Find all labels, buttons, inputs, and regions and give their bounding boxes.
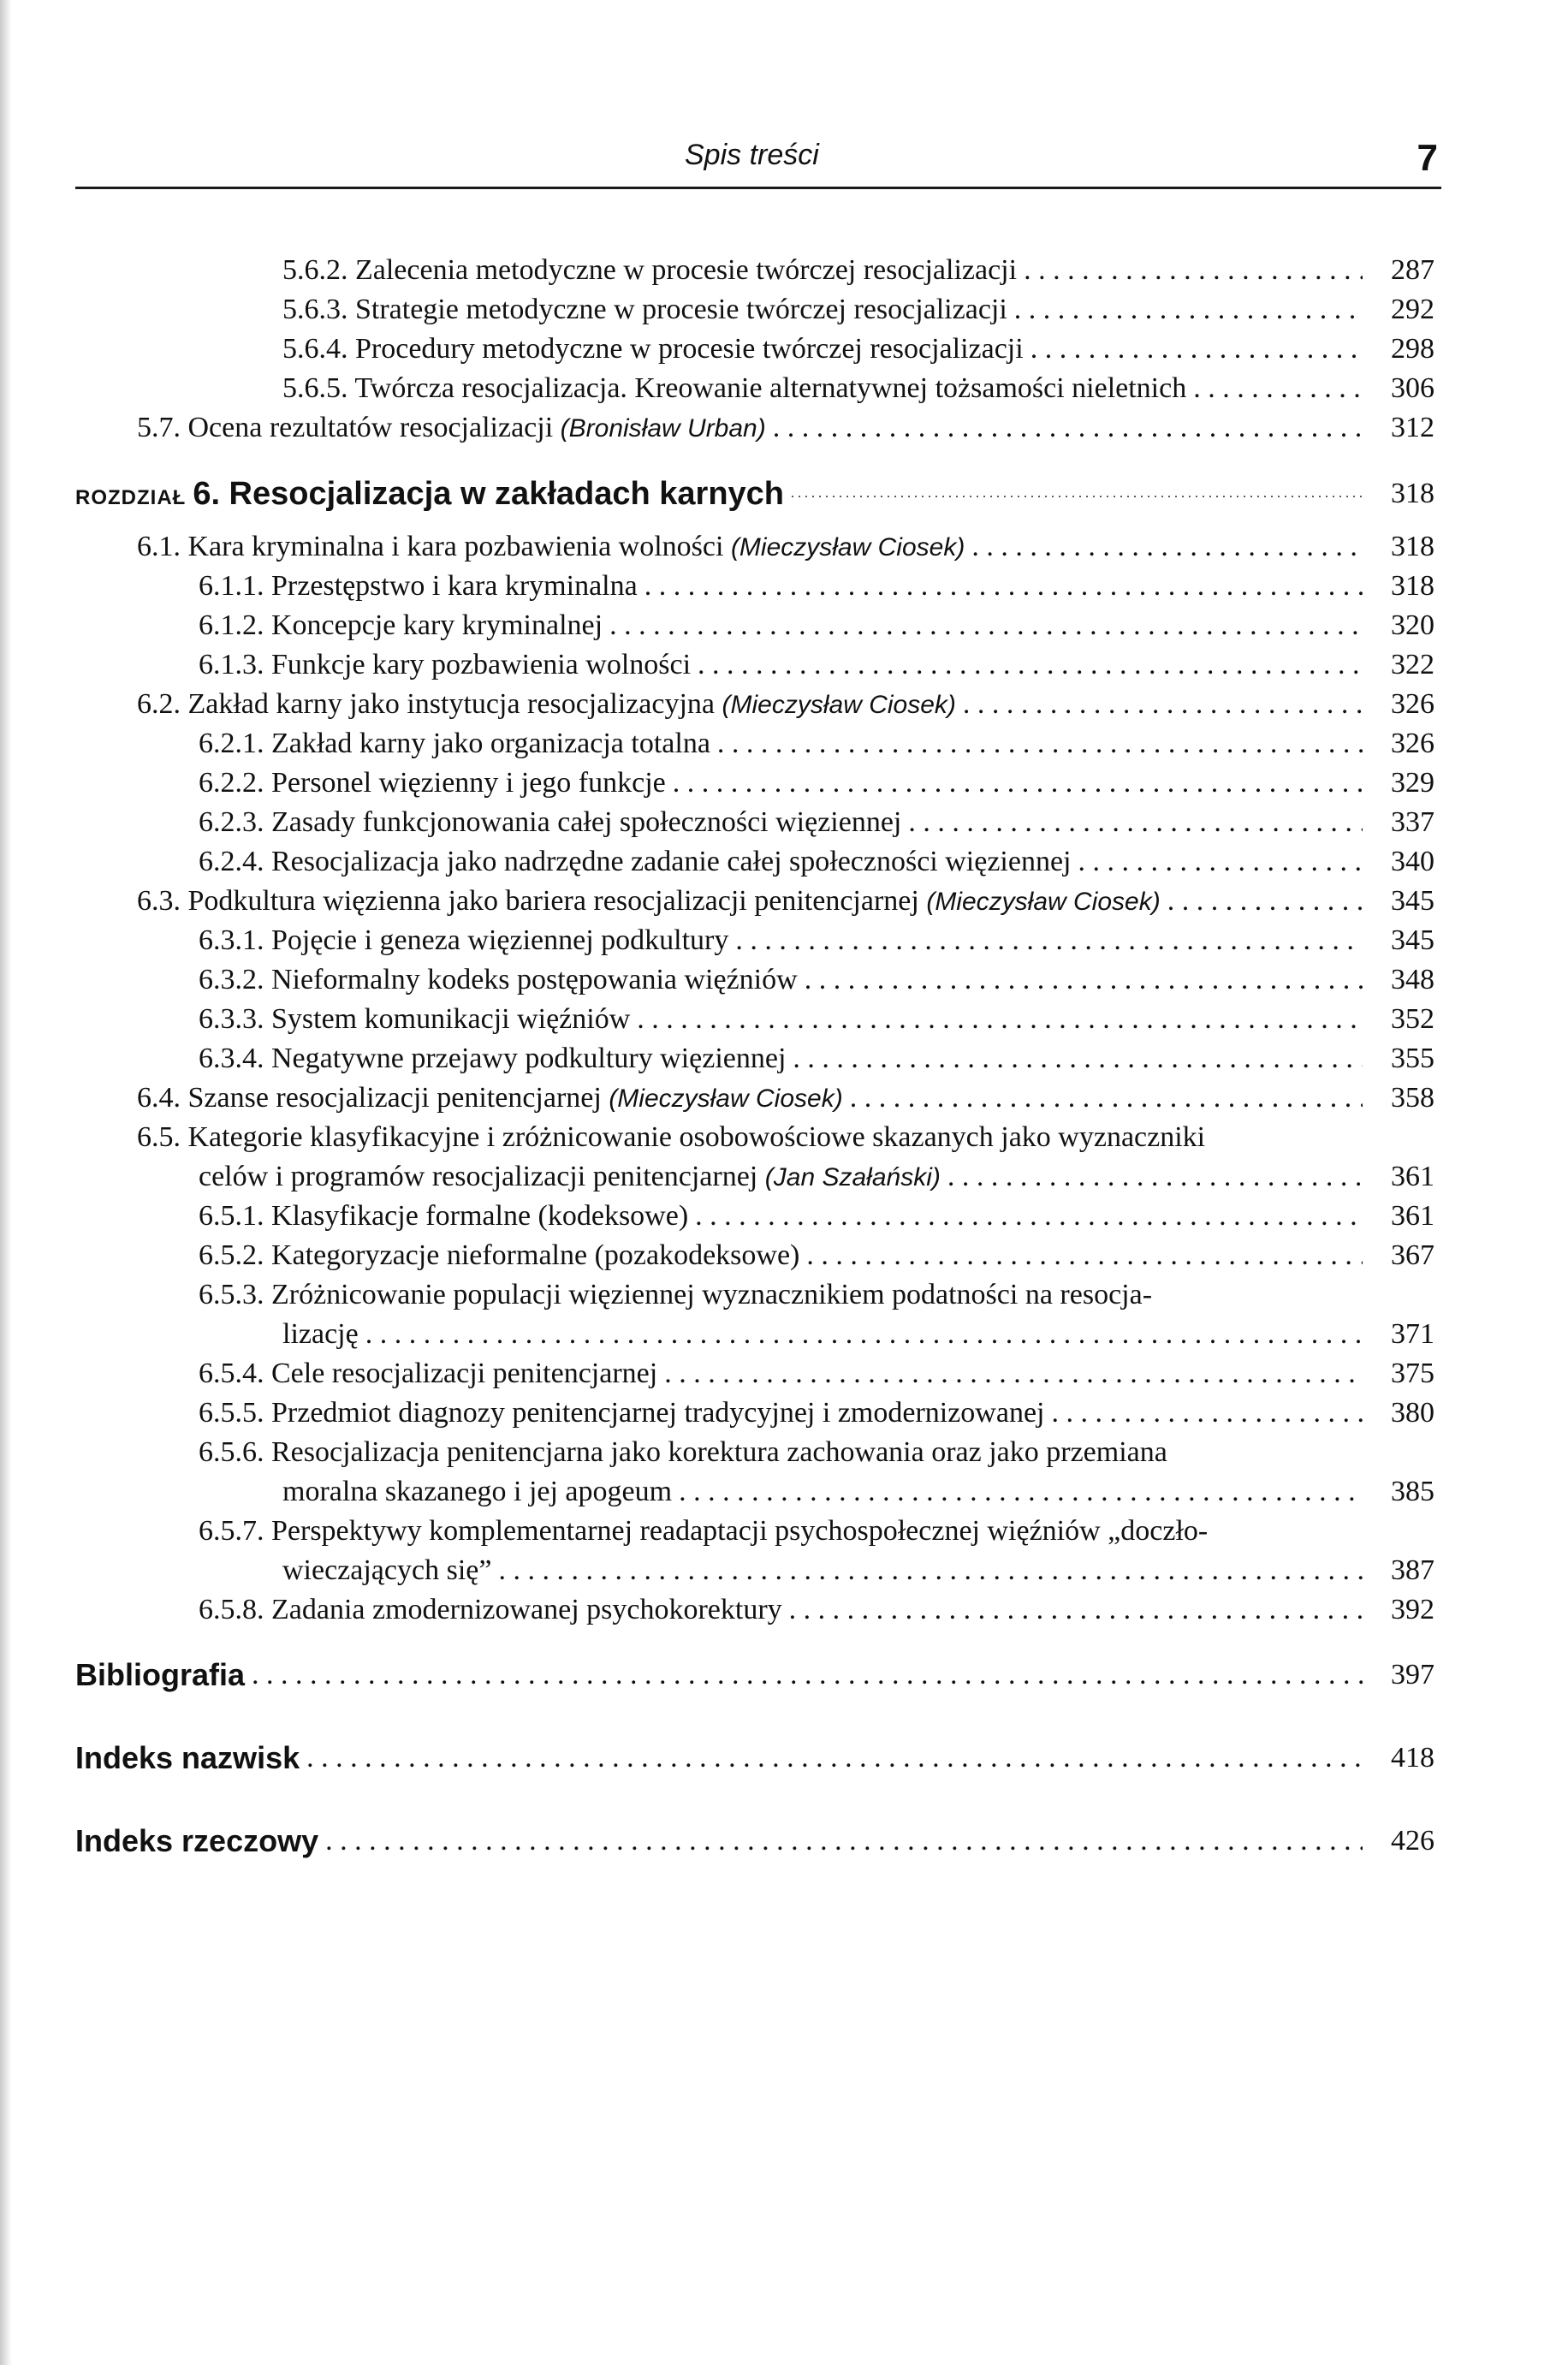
toc-page-number: 361 bbox=[1391, 1161, 1434, 1192]
toc-entry-6-5-1[interactable]: 6.5.1. Klasyfikacje formalne (kodeksowe) . . . 361 bbox=[0, 1197, 1568, 1236]
toc-entry-6-1-3[interactable]: 6.1.3. Funkcje kary pozbawienia wolności . . . 322 bbox=[0, 645, 1568, 685]
toc-entry-6-5-line2[interactable]: celów i programów resocjalizacji penitencjarnej (Jan Szałański) . . . 361 bbox=[0, 1157, 1568, 1197]
toc-page-number: 329 bbox=[1391, 767, 1434, 799]
toc-entry-6-1-2[interactable]: 6.1.2. Koncepcje kary kryminalnej . . . 320 bbox=[0, 606, 1568, 645]
toc-page-number: 326 bbox=[1391, 728, 1434, 759]
running-title: Spis treści bbox=[685, 139, 819, 171]
toc-entry-6-3-3[interactable]: 6.3.3. System komunikacji więźniów . . . 352 bbox=[0, 1000, 1568, 1039]
toc-page-number: 361 bbox=[1391, 1200, 1434, 1232]
toc-entry-6-1[interactable]: 6.1. Kara kryminalna i kara pozbawienia wolności (Mieczysław Ciosek) . . . 318 bbox=[0, 527, 1568, 567]
toc-page-number: 358 bbox=[1391, 1082, 1434, 1114]
toc-entry-6-5-2[interactable]: 6.5.2. Kategoryzacje nieformalne (pozakodeksowe) . . . 367 bbox=[0, 1236, 1568, 1275]
toc-page-number: 352 bbox=[1391, 1003, 1434, 1035]
toc-entry-6-5-7-line2[interactable]: wieczających się” . . . 387 bbox=[0, 1551, 1568, 1590]
toc-entry-6-3-4[interactable]: 6.3.4. Negatywne przejawy podkultury więziennej . . . 355 bbox=[0, 1039, 1568, 1079]
toc-page-number: 426 bbox=[1391, 1825, 1434, 1857]
toc-entry-5-7[interactable]: 5.7. Ocena rezultatów resocjalizacji (Bronisław Urban) . . . 312 bbox=[0, 408, 1568, 448]
toc-page-number: 387 bbox=[1391, 1554, 1434, 1586]
toc-page-number: 322 bbox=[1391, 649, 1434, 680]
toc-entry-6-5-3-line1[interactable]: 6.5.3. Zróżnicowanie populacji więziennej wyznacznikiem podatności na resocja- bbox=[199, 1279, 1153, 1310]
toc-entry-6-2-3[interactable]: 6.2.3. Zasady funkcjonowania całej społeczności więziennej . . . 337 bbox=[0, 803, 1568, 842]
toc-page-number: 306 bbox=[1391, 372, 1434, 404]
toc-page-number: 287 bbox=[1391, 254, 1434, 286]
toc-page-number: 312 bbox=[1391, 412, 1434, 443]
toc-page-number: 367 bbox=[1391, 1239, 1434, 1271]
toc-entry-5-6-4[interactable]: 5.6.4. Procedury metodyczne w procesie twórczej resocjalizacji . . . 298 bbox=[0, 330, 1568, 369]
toc-page-number: 380 bbox=[1391, 1397, 1434, 1429]
toc-page-number: 345 bbox=[1391, 885, 1434, 917]
toc-entry-5-6-2[interactable]: 5.6.2. Zalecenia metodyczne w procesie twórczej resocjalizacji . . . 287 bbox=[0, 251, 1568, 290]
toc-page-number: 292 bbox=[1391, 294, 1434, 325]
toc-page-number: 337 bbox=[1391, 806, 1434, 838]
toc-entry-6-3-1[interactable]: 6.3.1. Pojęcie i geneza więziennej podkultury . . . 345 bbox=[0, 921, 1568, 960]
toc-entry-6-5-6-line2[interactable]: moralna skazanego i jej apogeum . . . 385 bbox=[0, 1472, 1568, 1512]
toc-entry-6-5-8[interactable]: 6.5.8. Zadania zmodernizowanej psychokorektury . . . 392 bbox=[0, 1590, 1568, 1630]
chapter-title: 6. Resocjalizacja w zakładach karnych bbox=[193, 476, 785, 512]
chapter-heading[interactable] bbox=[0, 471, 1568, 517]
toc-entry-6-5-6-line1[interactable]: 6.5.6. Resocjalizacja penitencjarna jako korektura zachowania oraz jako przemiana bbox=[199, 1436, 1167, 1468]
toc-page-number: 418 bbox=[1391, 1742, 1434, 1774]
toc-entry-indeks-nazwisk[interactable]: Indeks nazwisk . . . 418 bbox=[0, 1737, 1568, 1780]
toc-page-number: 320 bbox=[1391, 609, 1434, 641]
toc-page-number: 326 bbox=[1391, 688, 1434, 720]
toc-page-number: 385 bbox=[1391, 1476, 1434, 1507]
toc-entry-6-2[interactable]: 6.2. Zakład karny jako instytucja resocjalizacyjna (Mieczysław Ciosek) . . . 326 bbox=[0, 685, 1568, 724]
toc-page-number: 355 bbox=[1391, 1043, 1434, 1074]
toc-page-number: 318 bbox=[1391, 531, 1434, 562]
toc-entry-6-5-5[interactable]: 6.5.5. Przedmiot diagnozy penitencjarnej tradycyjnej i zmodernizowanej . . . 380 bbox=[0, 1393, 1568, 1433]
toc-entry-6-5-line1[interactable]: 6.5. Kategorie klasyfikacyjne i zróżnicowanie osobowościowe skazanych jako wyznaczniki bbox=[137, 1121, 1206, 1153]
toc-entry-6-3[interactable]: 6.3. Podkultura więzienna jako bariera resocjalizacji penitencjarnej (Mieczysław Ciosek) . . . 345 bbox=[0, 882, 1568, 921]
toc-entry-5-6-3[interactable]: 5.6.3. Strategie metodyczne w procesie twórczej resocjalizacji . . . 292 bbox=[0, 290, 1568, 330]
toc-entry-5-6-5[interactable]: 5.6.5. Twórcza resocjalizacja. Kreowanie alternatywnej tożsamości nieletnich . . . 306 bbox=[0, 369, 1568, 408]
toc-page-number: 348 bbox=[1391, 964, 1434, 995]
toc-page-number: 371 bbox=[1391, 1318, 1434, 1350]
toc-page-number: 345 bbox=[1391, 924, 1434, 956]
toc-entry-6-2-1[interactable]: 6.2.1. Zakład karny jako organizacja totalna . . . 326 bbox=[0, 724, 1568, 764]
toc-entry-6-1-1[interactable]: 6.1.1. Przestępstwo i kara kryminalna . . . 318 bbox=[0, 567, 1568, 606]
toc-entry-6-2-2[interactable]: 6.2.2. Personel więzienny i jego funkcje . . . 329 bbox=[0, 764, 1568, 803]
toc-page-number: 340 bbox=[1391, 846, 1434, 877]
toc-entry-6-4[interactable]: 6.4. Szanse resocjalizacji penitencjarnej (Mieczysław Ciosek) . . . 358 bbox=[0, 1079, 1568, 1118]
chapter-label: ROZDZIAŁ bbox=[75, 486, 187, 509]
page-number: 7 bbox=[1417, 137, 1438, 179]
toc-entry-6-3-2[interactable]: 6.3.2. Nieformalny kodeks postępowania więźniów . . . 348 bbox=[0, 960, 1568, 1000]
toc-page-number: 392 bbox=[1391, 1594, 1434, 1625]
toc-entry-6-5-7-line1[interactable]: 6.5.7. Perspektywy komplementarnej readaptacji psychospołecznej więźniów „doczło- bbox=[199, 1515, 1209, 1547]
toc-entry-indeks-rzeczowy[interactable]: Indeks rzeczowy . . . 426 bbox=[0, 1820, 1568, 1863]
toc-page-number: 298 bbox=[1391, 333, 1434, 365]
toc-page-number: 318 bbox=[1391, 570, 1434, 602]
toc-page-number: 397 bbox=[1391, 1659, 1434, 1691]
toc-entry-6-5-3-line2[interactable]: lizację . . . 371 bbox=[0, 1315, 1568, 1354]
toc-entry-6-2-4[interactable]: 6.2.4. Resocjalizacja jako nadrzędne zadanie całej społeczności więziennej . . . 340 bbox=[0, 842, 1568, 882]
toc-entry-bibliografia[interactable]: Bibliografia . . . 397 bbox=[0, 1654, 1568, 1697]
toc-entry-6-5-4[interactable]: 6.5.4. Cele resocjalizacji penitencjarnej . . . 375 bbox=[0, 1354, 1568, 1393]
toc-page-number: 318 bbox=[1391, 478, 1434, 509]
toc-page-number: 375 bbox=[1391, 1358, 1434, 1389]
